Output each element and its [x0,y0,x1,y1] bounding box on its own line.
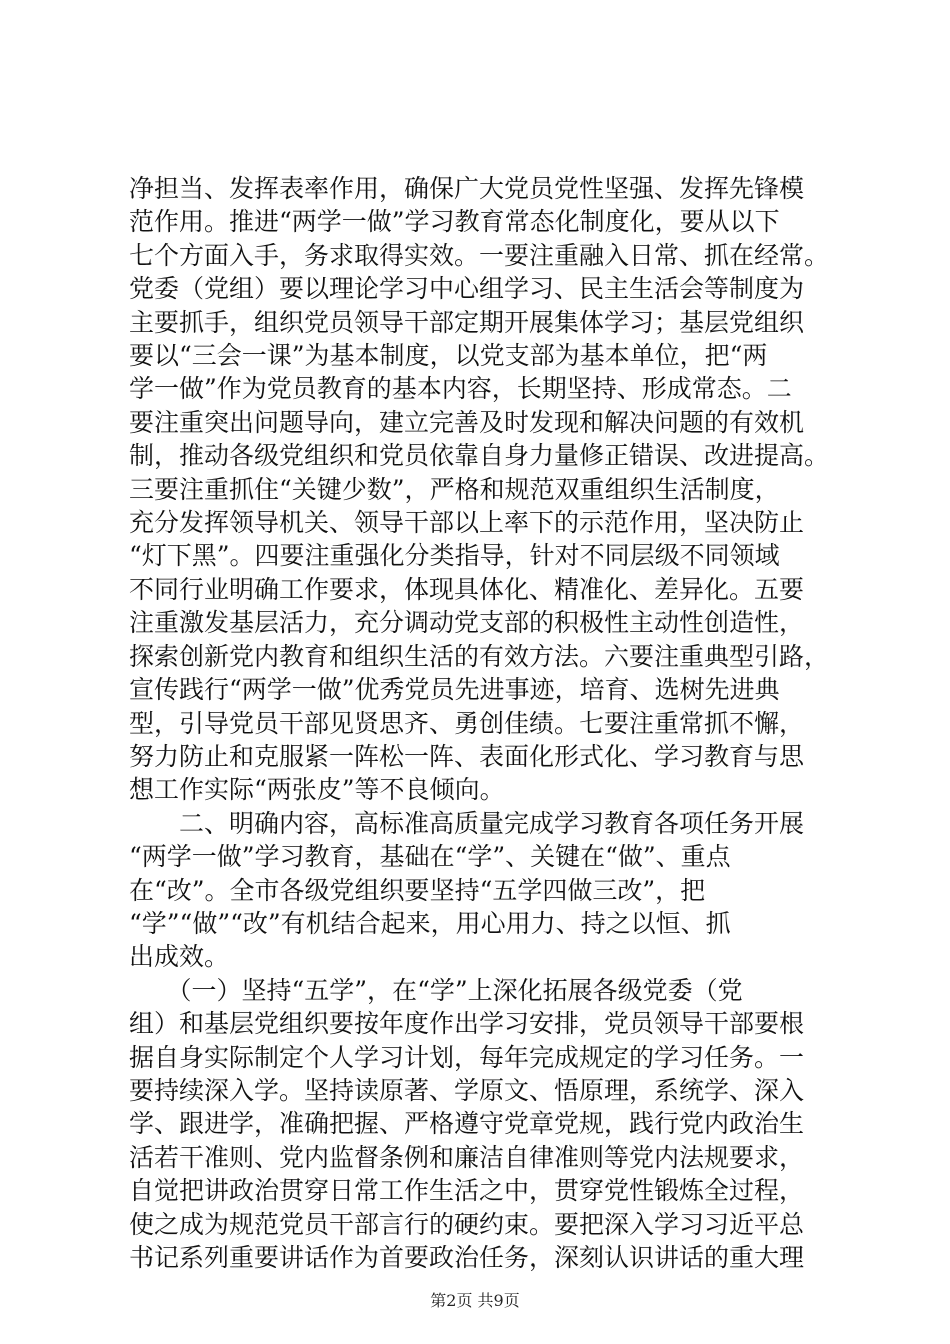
text-line: “两学一做”学习教育，基础在“学”、关键在“做”、重点 [129,842,731,872]
text-line: 范作用。推进“两学一做”学习教育常态化制度化，要从以下 [129,207,780,237]
text-line: 学、跟进学，准确把握、严格遵守党章党规，践行党内政治生 [129,1109,805,1139]
text-line: （一）坚持“五学”，在“学”上深化拓展各级党委（党 [129,975,743,1005]
text-line: 宣传践行“两学一做”优秀党员先进事迹，培育、选树先进典 [129,675,780,705]
text-line: 充分发挥领导机关、领导干部以上率下的示范作用，坚决防止 [129,508,805,538]
text-line: 在“改”。全市各级党组织要坚持“五学四做三改”，把 [129,875,706,905]
text-line: 党委（党组）要以理论学习中心组学习、民主生活会等制度为 [129,274,805,304]
text-line: “灯下黑”。四要注重强化分类指导，针对不同层级不同领域 [129,541,780,571]
text-line: 三要注重抓住“关键少数”，严格和规范双重组织生活制度， [129,474,780,504]
body-text [129,172,849,1274]
text-line: 注重激发基层活力，充分调动党支部的积极性主动性创造性， [129,608,805,638]
text-line: 不同行业明确工作要求，体现具体化、精准化、差异化。五要 [129,574,805,604]
text-line: 探索创新党内教育和组织生活的有效方法。六要注重典型引路， [129,641,830,671]
text-line: 出成效。 [129,942,230,972]
text-line: 型，引导党员干部见贤思齐、勇创佳绩。七要注重常抓不懈， [129,708,805,738]
text-line: 据自身实际制定个人学习计划，每年完成规定的学习任务。一 [129,1042,805,1072]
page-footer: 第2页 共9页 [430,1291,520,1310]
text-line: 使之成为规范党员干部言行的硬约束。要把深入学习习近平总 [129,1209,805,1239]
text-line: 要注重突出问题导向，建立完善及时发现和解决问题的有效机 [129,407,805,437]
text-line: 七个方面入手，务求取得实效。一要注重融入日常、抓在经常。 [129,240,830,270]
text-line: 二、明确内容，高标准高质量完成学习教育各项任务开展 [129,808,805,838]
text-line: 活若干准则、党内监督条例和廉洁自律准则等党内法规要求， [129,1142,805,1172]
text-line: 组）和基层党组织要按年度作出学习安排，党员领导干部要根 [129,1009,805,1039]
text-line: 要持续深入学。坚持读原著、学原文、悟原理，系统学、深入 [129,1075,805,1105]
text-line: 努力防止和克服紧一阵松一阵、表面化形式化、学习教育与思 [129,741,805,771]
text-line: “学”“做”“改”有机结合起来，用心用力、持之以恒、抓 [129,908,731,938]
text-line: 要以“三会一课”为基本制度，以党支部为基本单位，把“两 [129,341,768,371]
text-line: 净担当、发挥表率作用，确保广大党员党性坚强、发挥先锋模 [129,174,805,203]
text-line: 主要抓手，组织党员领导干部定期开展集体学习；基层党组织 [129,307,805,337]
text-line: 想工作实际“两张皮”等不良倾向。 [129,775,505,805]
text-line: 学一做”作为党员教育的基本内容，长期坚持、形成常态。二 [129,374,792,404]
text-line: 制，推动各级党组织和党员依靠自身力量修正错误、改进提高。 [129,441,830,471]
text-line: 书记系列重要讲话作为首要政治任务，深刻认识讲话的重大理 [129,1243,805,1272]
text-line: 自觉把讲政治贯穿日常工作生活之中，贯穿党性锻炼全过程， [129,1176,805,1206]
